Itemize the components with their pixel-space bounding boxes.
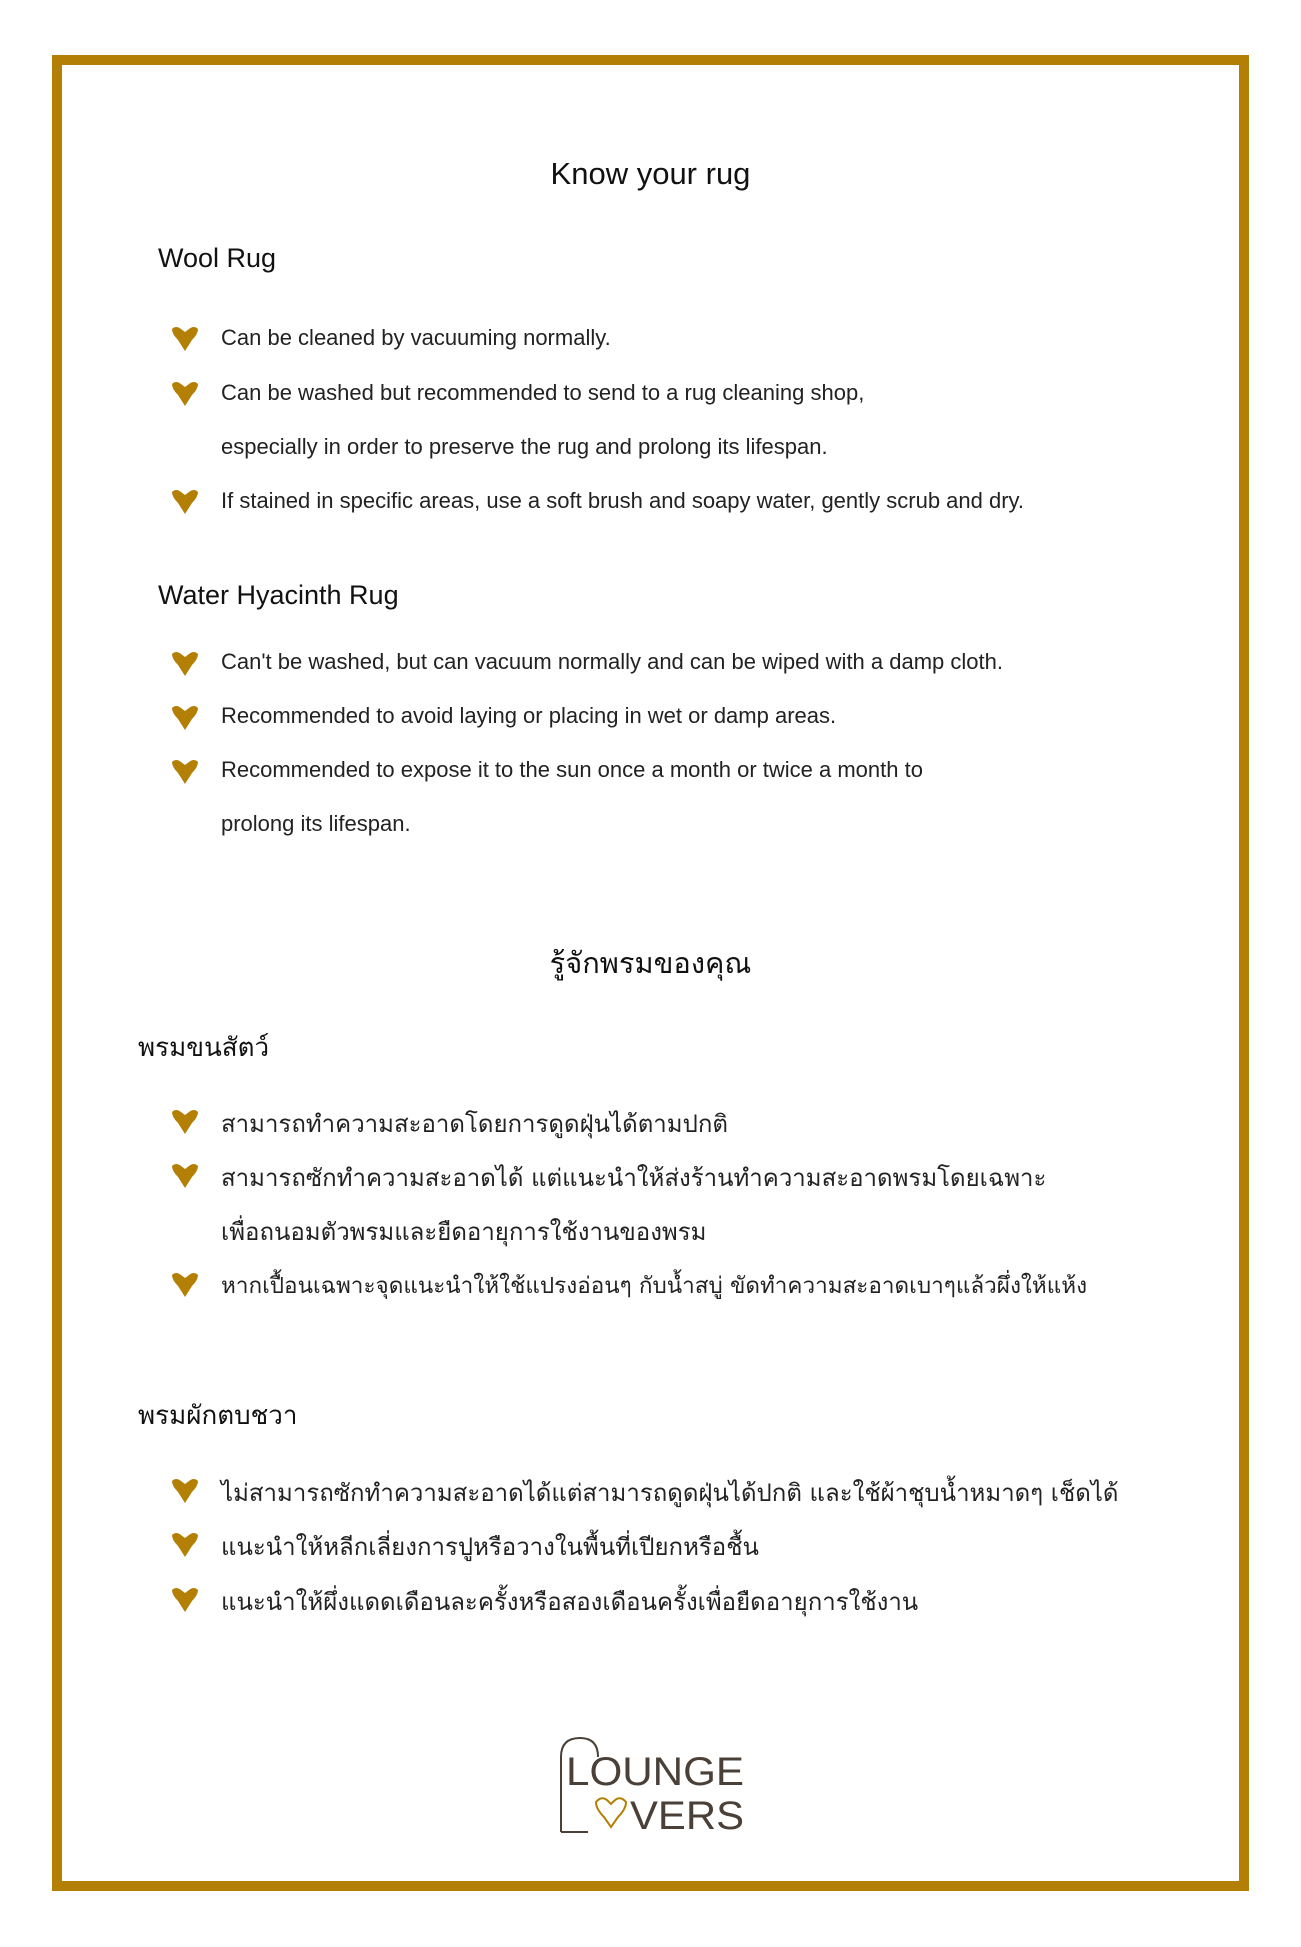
list-item: แนะนำให้ผึ่งแดดเดือนละครั้งหรือสองเดือนครั้งเพื่อยืดอายุการใช้งาน bbox=[221, 1588, 919, 1616]
heart-bullet-icon bbox=[170, 1162, 200, 1190]
list-item: ไม่สามารถซักทำความสะอาดได้แต่สามารถดูดฝุ่นได้ปกติ และใช้ผ้าชุบน้ำหมาดๆ เช็ดได้ bbox=[221, 1479, 1119, 1507]
heart-icon bbox=[596, 1798, 626, 1827]
list-item: Can be cleaned by vacuuming normally. bbox=[221, 325, 611, 350]
heart-bullet-icon bbox=[170, 1271, 200, 1299]
list-item: หากเปื้อนเฉพาะจุดแนะนำให้ใช้แปรงอ่อนๆ กับน้ำสบู่ ขัดทำความสะอาดเบาๆแล้วผึ่งให้แห้ง bbox=[221, 1273, 1088, 1299]
page-title-thai: รู้จักพรมของคุณ bbox=[549, 946, 752, 980]
heart-bullet-icon bbox=[170, 1108, 200, 1136]
list-item: Recommended to expose it to the sun once a month or twice a month to bbox=[221, 757, 923, 782]
heart-bullet-icon bbox=[170, 704, 200, 732]
heart-bullet-icon bbox=[170, 1477, 200, 1505]
heart-bullet-icon bbox=[170, 380, 200, 408]
list-item-continuation: prolong its lifespan. bbox=[221, 811, 411, 836]
logo-text-vers: VERS bbox=[630, 1794, 744, 1835]
heart-bullet-icon bbox=[170, 758, 200, 786]
list-item: สามารถซักทำความสะอาดได้ แต่แนะนำให้ส่งร้านทำความสะอาดพรมโดยเฉพาะ bbox=[221, 1164, 1047, 1192]
list-item-continuation: especially in order to preserve the rug and prolong its lifespan. bbox=[221, 434, 828, 459]
list-item: If stained in specific areas, use a soft brush and soapy water, gently scrub and dry. bbox=[221, 488, 1025, 513]
list-item: แนะนำให้หลีกเลี่ยงการปูหรือวางในพื้นที่เปียกหรือชื้น bbox=[221, 1533, 759, 1561]
heart-bullet-icon bbox=[170, 488, 200, 516]
list-item: สามารถทำความสะอาดโดยการดูดฝุ่นได้ตามปกติ bbox=[221, 1110, 728, 1138]
heart-bullet-icon bbox=[170, 325, 200, 353]
logo-text-lounge: LOUNGE bbox=[566, 1750, 744, 1794]
lounge-lovers-logo bbox=[558, 1735, 748, 1835]
heart-bullet-icon bbox=[170, 650, 200, 678]
heart-bullet-icon bbox=[170, 1531, 200, 1559]
section-heading-water-hyacinth-thai: พรมผักตบชวา bbox=[138, 1401, 298, 1431]
list-item: Can be washed but recommended to send to a rug cleaning shop, bbox=[221, 380, 865, 405]
heart-bullet-icon bbox=[170, 1586, 200, 1614]
list-item: Recommended to avoid laying or placing in wet or damp areas. bbox=[221, 703, 837, 728]
list-item-continuation: เพื่อถนอมตัวพรมและยืดอายุการใช้งานของพรม bbox=[221, 1218, 707, 1246]
list-item: Can't be washed, but can vacuum normally and can be wiped with a damp cloth. bbox=[221, 649, 1003, 674]
page-title: Know your rug bbox=[550, 156, 751, 191]
section-heading-wool: Wool Rug bbox=[158, 243, 277, 273]
section-heading-wool-thai: พรมขนสัตว์ bbox=[138, 1033, 270, 1063]
section-heading-water-hyacinth: Water Hyacinth Rug bbox=[158, 580, 399, 610]
